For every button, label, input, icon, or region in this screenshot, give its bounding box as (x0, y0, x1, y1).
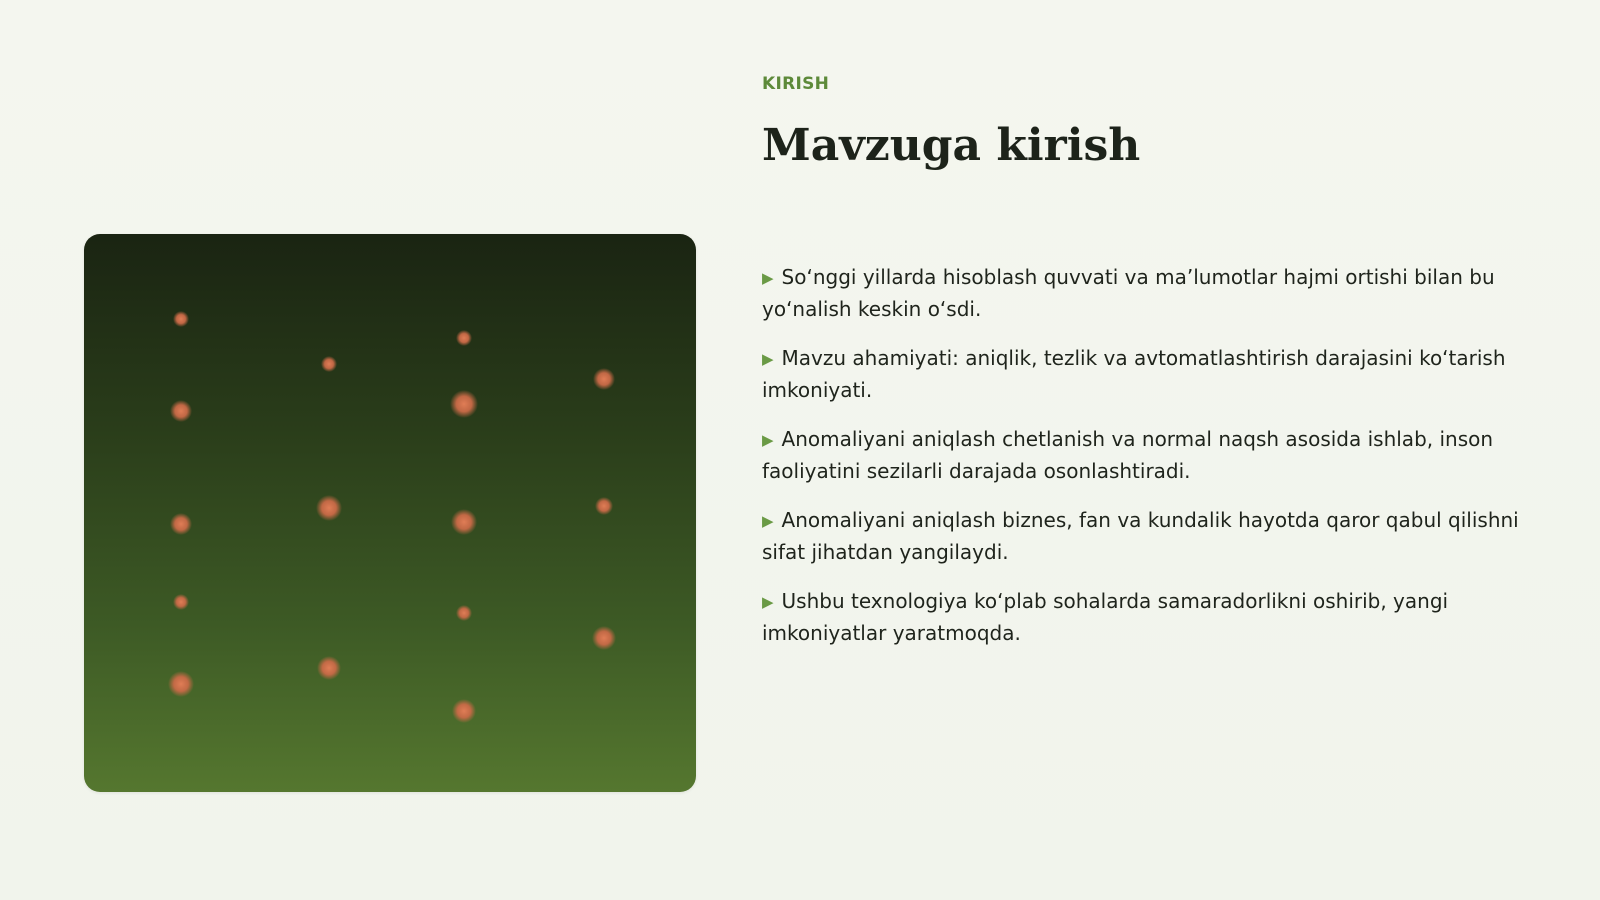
triangle-right-icon: ▶ (762, 431, 774, 449)
bullet-item (762, 343, 1522, 406)
dot (593, 368, 615, 390)
triangle-right-icon: ▶ (762, 350, 774, 368)
triangle-right-icon: ▶ (762, 512, 774, 530)
bullet-item (762, 262, 1522, 325)
dot (316, 495, 342, 521)
bullet-text: So‘nggi yillarda hisoblash quvvati va ma’lumotlar hajmi ortishi bilan bu yo‘nalish keskin o‘sdi. (762, 265, 1495, 321)
triangle-right-icon: ▶ (762, 593, 774, 611)
bullet-text: Ushbu texnologiya ko‘plab sohalarda samaradorlikni oshirib, yangi imkoniyatlar yaratmoqda. (762, 589, 1449, 645)
dot (173, 594, 189, 610)
dot-pattern-illustration (84, 234, 696, 792)
dot (170, 400, 192, 422)
section-eyebrow: KIRISH (762, 74, 830, 94)
bullet-list (762, 262, 1522, 667)
dot (317, 656, 341, 680)
bullet-text: Anomaliyani aniqlash biznes, fan va kundalik hayotda qaror qabul qilishni sifat jihatdan yangilaydi. (762, 508, 1519, 564)
slide-title: Mavzuga kirish (762, 120, 1141, 171)
dot (452, 699, 476, 723)
bullet-item (762, 505, 1522, 568)
dot (321, 356, 337, 372)
dot (592, 626, 616, 650)
dot (450, 390, 478, 418)
dot (173, 311, 189, 327)
dot (595, 497, 613, 515)
dot (456, 330, 472, 346)
bullet-item (762, 424, 1522, 487)
bullet-text: Anomaliyani aniqlash chetlanish va normal naqsh asosida ishlab, inson faoliyatini sezilarli darajada osonlashtiradi. (762, 427, 1494, 483)
bullet-item (762, 586, 1522, 649)
dot (451, 509, 477, 535)
illustration-panel (84, 234, 696, 792)
bullet-text: Mavzu ahamiyati: aniqlik, tezlik va avtomatlashtirish darajasini ko‘tarish imkoniyati. (762, 346, 1506, 402)
triangle-right-icon: ▶ (762, 269, 774, 287)
dot (168, 671, 194, 697)
dot (456, 605, 472, 621)
dot (170, 513, 192, 535)
